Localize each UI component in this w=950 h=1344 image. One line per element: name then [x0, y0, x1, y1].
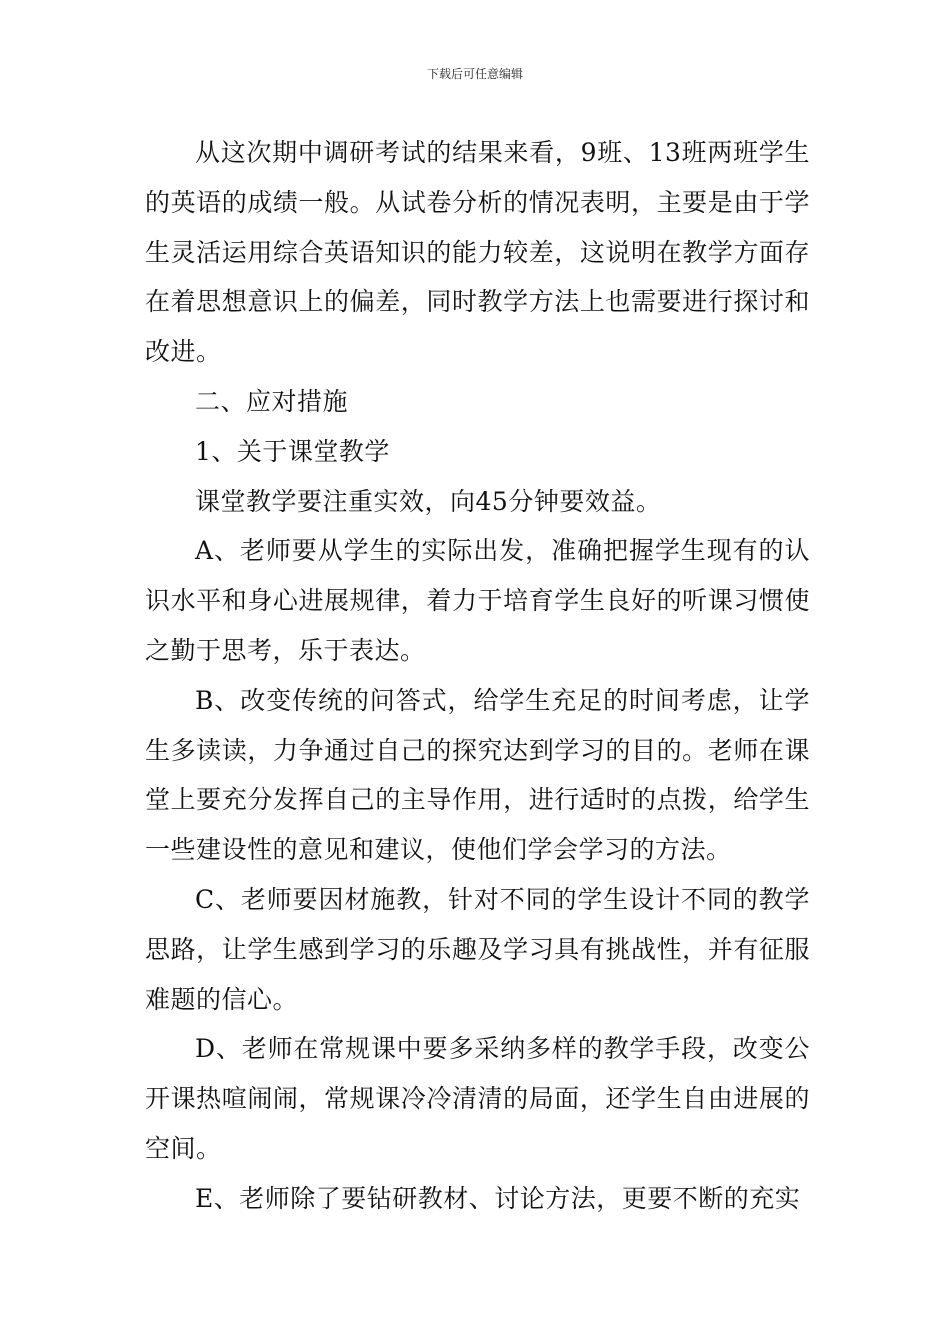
paragraph-item-d: D、老师在常规课中要多采纳多样的教学手段，改变公开课热喧闹闹，常规课冷冷清清的局面，还学生自由进展的空间。 — [145, 1034, 810, 1163]
page-header: 下载后可任意编辑 — [426, 67, 523, 81]
document-body — [145, 128, 810, 1224]
subsection-heading-classroom-teaching: 1、关于课堂教学 — [195, 436, 390, 466]
paragraph-item-c: C、老师要因材施教，针对不同的学生设计不同的教学思路，让学生感到学习的乐趣及学习具有挑战性，并有征服难题的信心。 — [145, 884, 810, 1014]
paragraph-exam-results: 从这次期中调研考试的结果来看，9班、13班两班学生的英语的成绩一般。从试卷分析的情况表明，主要是由于学生灵活运用综合英语知识的能力较差，这说明在教学方面存在着思想意识上的偏差，同时教学方法上也需要进行探讨和改进。 — [145, 138, 810, 367]
paragraph-item-b: B、改变传统的问答式，给学生充足的时间考虑，让学生多读读，力争通过自己的探究达到学习的目的。老师在课堂上要充分发挥自己的主导作用，进行适时的点拨，给学生一些建设性的意见和建议，使他们学会学习的方法。 — [145, 685, 810, 865]
paragraph-item-a: A、老师要从学生的实际出发，准确把握学生现有的认识水平和身心进展规律，着力于培育学生良好的听课习惯使之勤于思考，乐于表达。 — [145, 536, 810, 665]
paragraph-classroom-efficiency: 课堂教学要注重实效，向45分钟要效益。 — [195, 486, 662, 516]
paragraph-item-e: E、老师除了要钻研教材、讨论方法，更要不断的充实 — [195, 1183, 801, 1213]
section-heading-countermeasures: 二、应对措施 — [195, 386, 349, 416]
